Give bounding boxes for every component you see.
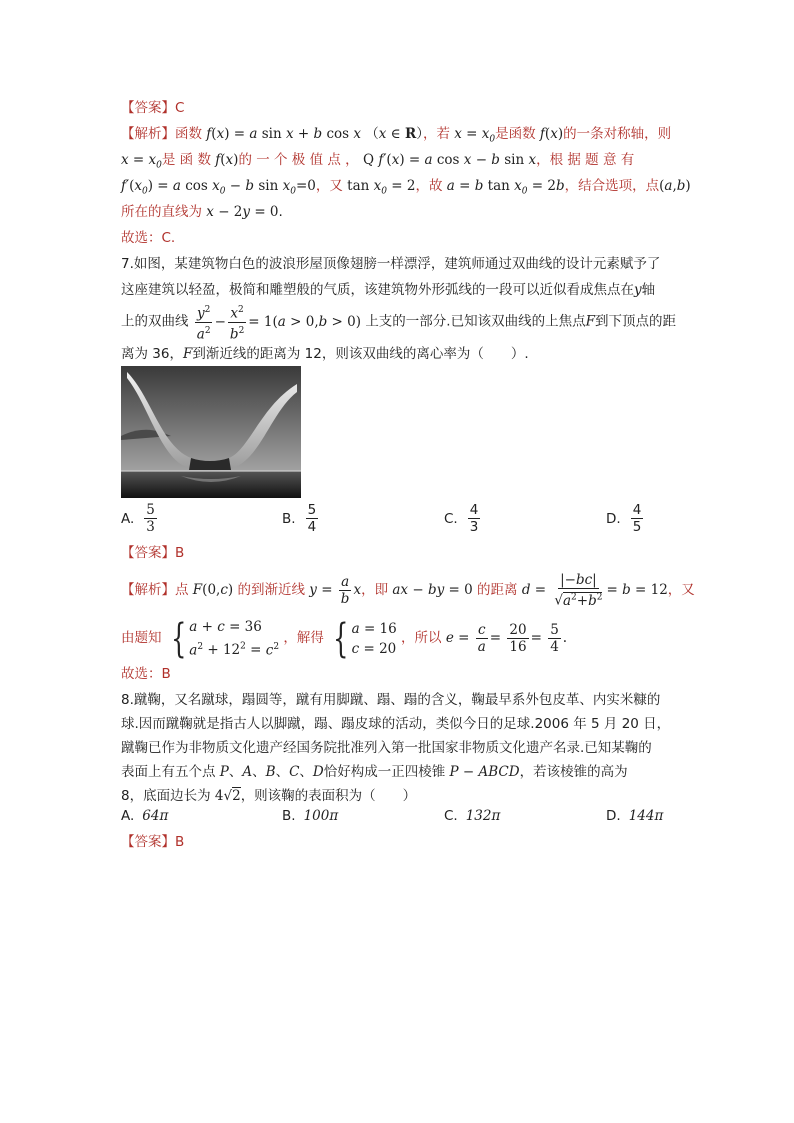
q7-stem-line-4: 离为 36，F到渐近线的距离为 12，则该双曲线的离心率为（ ）. — [121, 346, 529, 362]
q7-analysis-line-1: 【解析】点 F(0,c) 的到渐近线 y = $\frac{a}{b}$ x，即 ax − by = 0 的距离 d = $\frac{|-bc|}{√a^2+b^2}$ = b = 12，又 — [121, 572, 695, 609]
q6-analysis-line-3: $f'(x_0) = a$ $\cos x_0 - b$ $\sin x_0=0$，又 $\tan x_0 = 2$，故 a = b $\tan x_0 = 2b$，结合选项，点(a,b) — [121, 178, 691, 197]
q6-analysis-line-2: $x = x_0$是 函 数 f(x)的 一 个 极 值 点 ， Q f′(x) = a cos x − b sin x，根 据 题 意 有 — [121, 152, 635, 171]
domain-note: （x ∈ R） — [365, 126, 423, 142]
q6-answer-line — [121, 98, 184, 118]
answer-value: C — [175, 100, 185, 116]
q8-option-c[interactable]: C. 132π — [444, 808, 501, 824]
q6-conclusion: 故选：C. — [121, 230, 176, 246]
analysis-tag: 【解析】 — [121, 126, 175, 142]
answer-tag: 【答案】 — [121, 545, 175, 561]
q7-option-d[interactable]: D. $\frac{4}{5}$ — [606, 502, 642, 535]
equation-system-given: { a + c = 36 $a^2 + 12^2 = c^2$ — [170, 615, 280, 662]
formula-f: f(x) = a sin x + b cos x — [206, 126, 361, 142]
q7-conclusion: 故选：B — [121, 666, 171, 682]
q8-stem-line-1: 8.蹴鞠，又名蹴球，蹋圆等，蹴有用脚蹴、蹋、蹋的含义，鞠最早系外包皮革、内实米糠的 — [121, 692, 661, 708]
q7-answer-line — [121, 543, 184, 563]
q7-analysis-line-2: 由题知 { a + c = 36 $a^2 + 12^2 = c^2$ ，解得 { a = 16 c = 20 ，所以 e = $\frac{c}{a}$ = $\frac{20}{16}$ = $\frac{5}{4}$ . — [121, 615, 568, 662]
q7-stem-line-2: 这座建筑以轻盈，极简和雕塑般的气质，该建筑物外形弧线的一段可以近似看成焦点在y轴 — [121, 282, 656, 298]
q7-option-b[interactable]: B. $\frac{5}{4}$ — [282, 502, 317, 535]
equation-system-solution: { a = 16 c = 20 — [333, 615, 397, 662]
q6-analysis-line-1: 【解析】函数 f(x) = a sin x + b cos x （x ∈ R），若 $x = x_0$是函数 f(x)的一条对称轴，则 — [121, 126, 672, 145]
q8-stem-line-3: 蹴鞠已作为非物质文化遗产经国务院批准列入第一批国家非物质文化遗产名录.已知某鞠的 — [121, 740, 652, 756]
q8-answer-line — [121, 832, 184, 852]
q6-analysis-line-4: 所在的直线为 x − 2y = 0. — [121, 204, 283, 220]
building-photo — [121, 366, 301, 498]
q8-stem-line-2: 球.因而蹴鞠就是指古人以脚蹴，蹋、蹋皮球的活动，类似今日的足球.2006 年 5 月 20 日， — [121, 716, 671, 732]
hyperbola-equation: $\frac{y^2}{a^2}$ − $\frac{x^2}{b^2}$ = 1(a > 0,b > 0) — [193, 314, 366, 330]
answer-tag: 【答案】 — [121, 834, 175, 850]
answer-tag: 【答案】 — [121, 100, 175, 116]
q7-option-c[interactable]: C. $\frac{4}{3}$ — [444, 502, 479, 535]
q7-stem-line-1: 7.如图，某建筑物白色的波浪形屋顶像翅膀一样漂浮，建筑师通过双曲线的设计元素赋予了 — [121, 256, 661, 272]
answer-value: B — [175, 834, 185, 850]
analysis-tag: 【解析】 — [121, 582, 175, 598]
q8-stem-line-5: 8，底面边长为 4√2，则该鞠的表面积为（ ） — [121, 788, 417, 804]
q8-option-b[interactable]: B. 100π — [282, 808, 339, 824]
answer-value: B — [175, 545, 185, 561]
q8-stem-line-4: 表面上有五个点 P、A、B、C、D恰好构成一正四棱锥 P − ABCD，若该棱锥的高为 — [121, 764, 628, 780]
q7-option-a[interactable]: A. $\frac{5}{3}$ — [121, 502, 155, 535]
q8-option-a[interactable]: A. 64π — [121, 808, 169, 824]
q7-stem-line-3: 上的双曲线 $\frac{y^2}{a^2}$ − $\frac{x^2}{b^2}$ = 1(a > 0,b > 0) 上支的一部分.已知该双曲线的上焦点F到下顶点的距 — [121, 302, 676, 342]
q8-option-d[interactable]: D. 144π — [606, 808, 664, 824]
